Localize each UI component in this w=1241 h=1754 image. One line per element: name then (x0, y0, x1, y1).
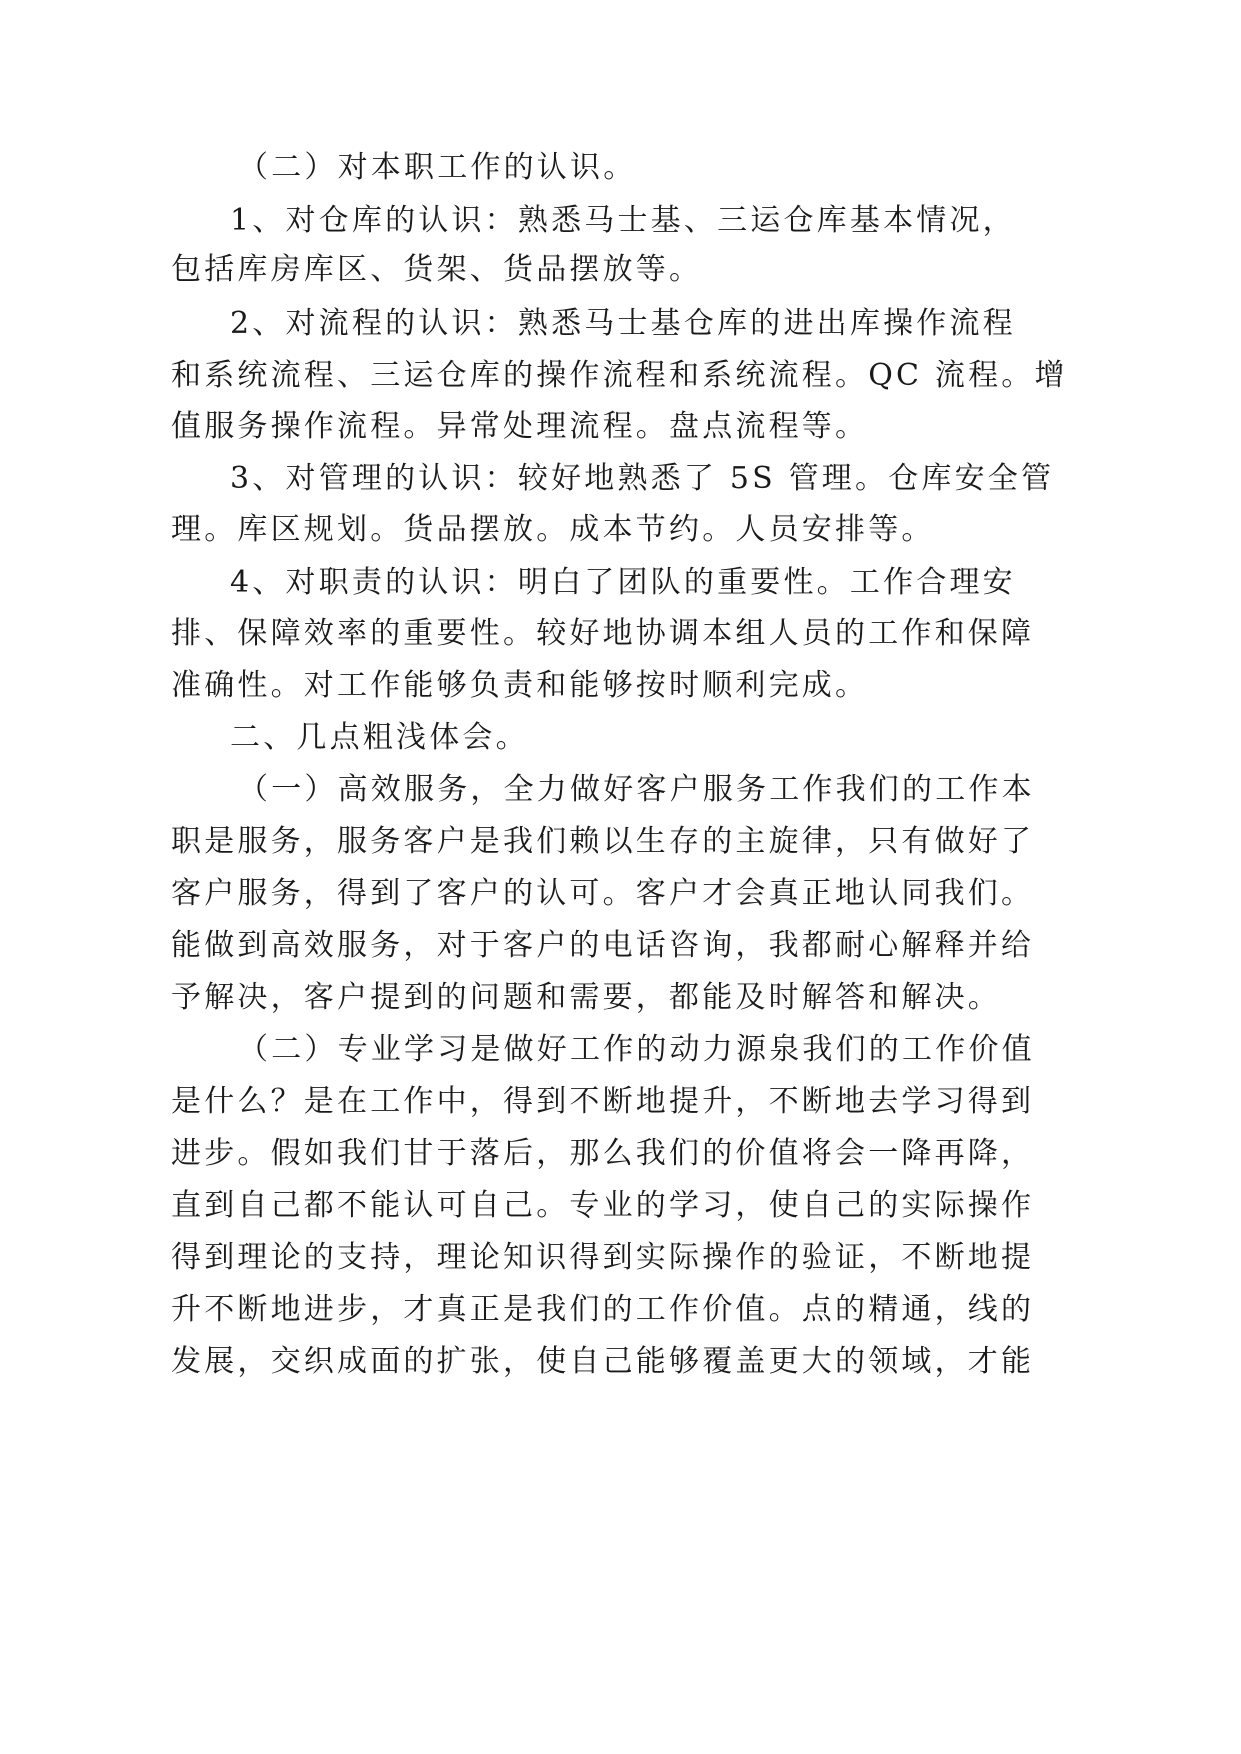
paragraph-line: 包括库房库区、货架、货品摆放等。 (171, 252, 703, 287)
paragraph-line: 4、对职责的认识：明白了团队的重要性。工作合理安 (230, 565, 1016, 600)
paragraph-line: 值服务操作流程。异常处理流程。盘点流程等。 (171, 409, 869, 444)
paragraph-line: 1、对仓库的认识：熟悉马士基、三运仓库基本情况， (230, 203, 1016, 238)
paragraph-line: 排、保障效率的重要性。较好地协调本组人员的工作和保障 (171, 616, 1035, 651)
paragraph-line: （一）高效服务，全力做好客户服务工作我们的工作本 (238, 772, 1035, 807)
paragraph-line: 理。库区规划。货品摆放。成本节约。人员安排等。 (171, 512, 935, 547)
paragraph-line: 予解决，客户提到的问题和需要，都能及时解答和解决。 (171, 980, 1001, 1015)
paragraph-line: 直到自己都不能认可自己。专业的学习，使自己的实际操作 (171, 1188, 1035, 1223)
paragraph-line: 3、对管理的认识：较好地熟悉了 5S 管理。仓库安全管 (230, 461, 1055, 496)
paragraph-line: 2、对流程的认识：熟悉马士基仓库的进出库操作流程 (230, 306, 1016, 341)
paragraph-line: 客户服务，得到了客户的认可。客户才会真正地认同我们。 (171, 876, 1035, 911)
paragraph-line: 得到理论的支持，理论知识得到实际操作的验证，不断地提 (171, 1240, 1035, 1275)
paragraph-line: 准确性。对工作能够负责和能够按时顺利完成。 (171, 668, 869, 703)
paragraph-line: 进步。假如我们甘于落后，那么我们的价值将会一降再降， (171, 1136, 1035, 1171)
paragraph-line: 是什么？是在工作中，得到不断地提升，不断地去学习得到 (171, 1084, 1035, 1119)
paragraph-line: 职是服务，服务客户是我们赖以生存的主旋律，只有做好了 (171, 824, 1035, 859)
paragraph-line: （二）专业学习是做好工作的动力源泉我们的工作价值 (238, 1032, 1035, 1067)
section-heading: 二、几点粗浅体会。 (230, 720, 529, 755)
paragraph-line: 升不断地进步，才真正是我们的工作价值。点的精通，线的 (171, 1292, 1035, 1327)
paragraph-line: 发展，交织成面的扩张，使自己能够覆盖更大的领域，才能 (171, 1344, 1035, 1379)
paragraph-line: 和系统流程、三运仓库的操作流程和系统流程。QC 流程。增 (171, 358, 1068, 393)
paragraph-line: （二）对本职工作的认识。 (238, 150, 637, 185)
paragraph-line: 能做到高效服务，对于客户的电话咨询，我都耐心解释并给 (171, 928, 1035, 963)
